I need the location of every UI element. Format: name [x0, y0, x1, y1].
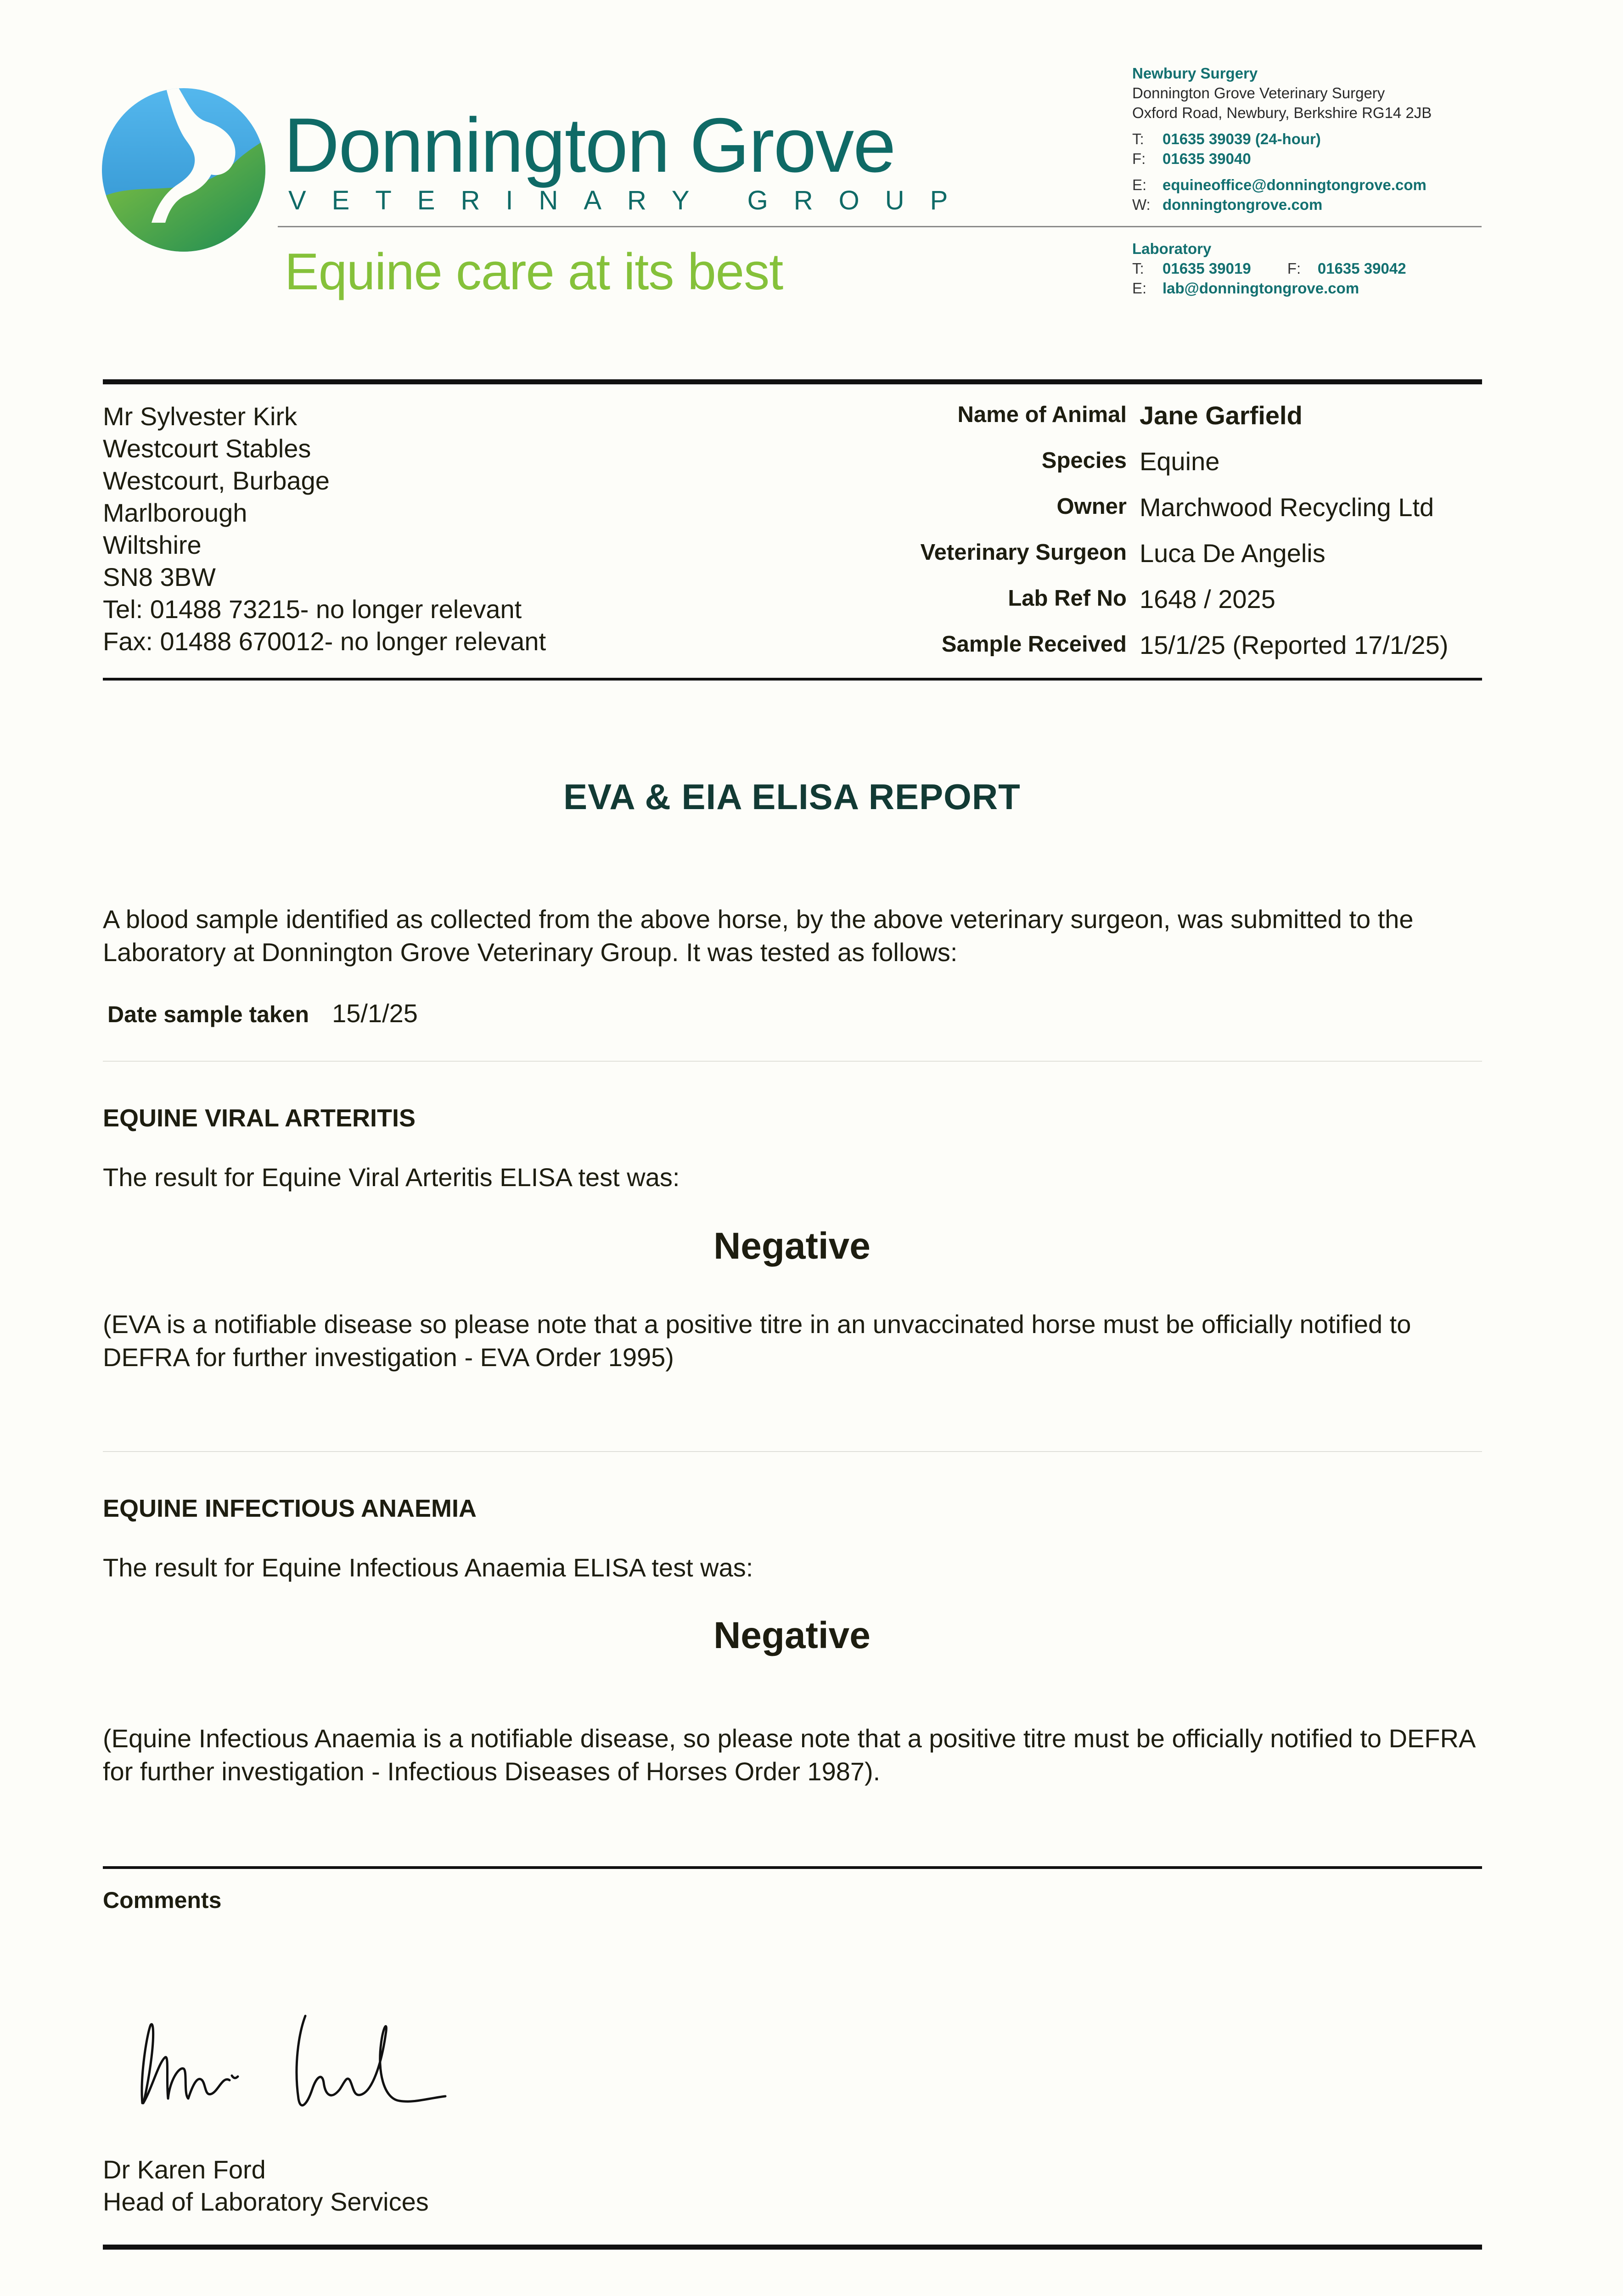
email-label: E: — [1132, 280, 1147, 297]
newbury-line2: Oxford Road, Newbury, Berkshire RG14 2JB — [1132, 104, 1432, 121]
newbury-line1: Donnington Grove Veterinary Surgery — [1132, 84, 1385, 101]
signatory — [103, 2154, 429, 2218]
web-label: W: — [1132, 196, 1151, 213]
address-line: Westcourt Stables — [103, 434, 311, 463]
eva-text: The result for Equine Viral Arteritis ELISA test was: — [103, 1163, 680, 1192]
eia-heading: EQUINE INFECTIOUS ANAEMIA — [103, 1495, 477, 1522]
top-rule — [103, 379, 1482, 384]
info-row-sample-received — [799, 630, 1488, 676]
brand-subtitle-word2: GROUP — [747, 186, 974, 215]
info-row-name — [799, 400, 1488, 446]
signature-icon — [115, 2007, 491, 2135]
date-sample-taken — [107, 997, 418, 1030]
info-label: Lab Ref No — [1008, 586, 1127, 611]
newbury-email-link[interactable]: equineoffice@donningtongrove.com — [1162, 176, 1426, 193]
bottom-rule — [103, 2245, 1482, 2250]
laboratory-phone[interactable]: 01635 39019 — [1162, 260, 1251, 277]
report-title: EVA & EIA ELISA REPORT — [563, 777, 1021, 817]
info-label: Name of Animal — [957, 402, 1127, 427]
address-line: SN8 3BW — [103, 563, 216, 591]
info-label: Veterinary Surgeon — [920, 540, 1127, 565]
date-value: 15/1/25 — [332, 999, 418, 1028]
signatory-role: Head of Laboratory Services — [103, 2187, 429, 2216]
eia-text: The result for Equine Infectious Anaemia ELISA test was: — [103, 1553, 753, 1582]
tel-label: T: — [1132, 130, 1144, 147]
intro-paragraph: A blood sample identified as collected from the above horse, by the above veterinary surgeon, was submitted to the Laboratory at Donnington Grove Veterinary Group. It was tested as follows: — [103, 905, 1414, 967]
logo-mark — [96, 85, 271, 255]
info-row-surgeon — [799, 538, 1488, 584]
newbury-fax: 01635 39040 — [1162, 150, 1251, 167]
address-line: Mr Sylvester Kirk — [103, 402, 298, 431]
divider — [103, 1061, 1482, 1062]
eva-note: (EVA is a notifiable disease so please note that a positive titre in an unvaccinated horse must be officially notified to DEFRA for further investigation - EVA Order 1995) — [103, 1310, 1411, 1372]
address-line: Fax: 01488 670012- no longer relevant — [103, 627, 546, 656]
laboratory-contact — [1132, 239, 1406, 298]
species-value: Equine — [1140, 447, 1220, 476]
website-link[interactable]: donningtongrove.com — [1162, 196, 1323, 213]
surgeon-value: Luca De Angelis — [1140, 539, 1325, 568]
address-line: Westcourt, Burbage — [103, 466, 330, 495]
comments-rule — [103, 1866, 1482, 1869]
sample-received-value: 15/1/25 (Reported 17/1/25) — [1140, 630, 1449, 659]
fax-label: F: — [1287, 260, 1301, 277]
address-line: Wiltshire — [103, 530, 202, 559]
tel-label: T: — [1132, 260, 1144, 277]
laboratory-fax: 01635 39042 — [1317, 260, 1406, 277]
info-row-species — [799, 446, 1488, 492]
signatory-name: Dr Karen Ford — [103, 2155, 266, 2184]
address-line: Tel: 01488 73215- no longer relevant — [103, 595, 522, 624]
animal-info-table — [799, 400, 1488, 676]
signature — [115, 2007, 491, 2135]
client-address — [103, 400, 546, 658]
lab-ref-value: 1648 / 2025 — [1140, 585, 1275, 613]
address-line: Marlborough — [103, 498, 247, 527]
horse-head-logo-icon — [96, 85, 271, 255]
info-row-owner — [799, 492, 1488, 538]
info-label: Owner — [1056, 494, 1127, 519]
divider — [103, 1451, 1482, 1452]
newbury-surgery-contact — [1132, 63, 1432, 214]
eva-heading: EQUINE VIRAL ARTERITIS — [103, 1104, 416, 1132]
brand-name: Donnington Grove — [284, 102, 895, 188]
eia-result: Negative — [713, 1615, 870, 1656]
email-label: E: — [1132, 176, 1147, 193]
owner-value: Marchwood Recycling Ltd — [1140, 493, 1434, 522]
laboratory-heading: Laboratory — [1132, 240, 1212, 257]
header-divider — [278, 226, 1482, 227]
tagline: Equine care at its best — [285, 243, 783, 300]
comments-label: Comments — [103, 1887, 222, 1913]
animal-name: Jane Garfield — [1140, 401, 1303, 430]
info-label: Species — [1041, 448, 1127, 473]
eia-note: (Equine Infectious Anaemia is a notifiable disease, so please note that a positive titre must be officially notified to DEFRA for further investigation - Infectious Diseases of Horses Order 1987). — [103, 1724, 1475, 1786]
brand-subtitle-word1: VETERINARY — [288, 186, 715, 215]
newbury-heading: Newbury Surgery — [1132, 65, 1258, 82]
brand-subtitle — [288, 187, 973, 214]
newbury-phone[interactable]: 01635 39039 (24-hour) — [1162, 130, 1321, 147]
info-label: Sample Received — [941, 632, 1127, 657]
eva-result: Negative — [713, 1225, 870, 1267]
fax-label: F: — [1132, 150, 1146, 167]
laboratory-email-link[interactable]: lab@donningtongrove.com — [1162, 280, 1359, 297]
header-bottom-rule — [103, 678, 1482, 681]
date-label: Date sample taken — [107, 1002, 309, 1027]
info-row-lab-ref — [799, 584, 1488, 630]
